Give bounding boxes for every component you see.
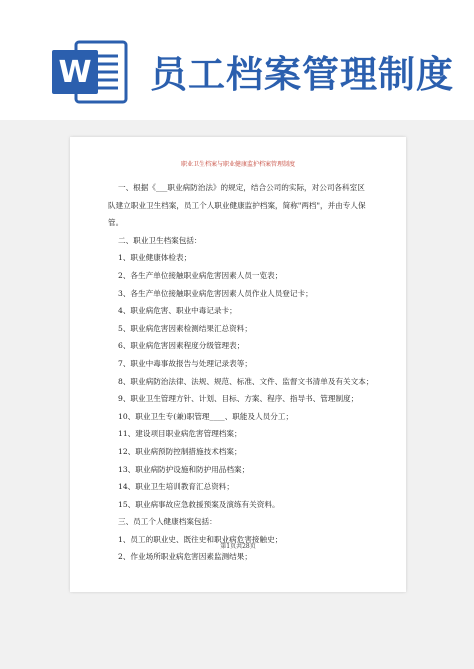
text-line: 1、员工的职业史、既往史和职业病危害接触史； <box>118 534 283 544</box>
text-line: 6、职业病危害因素程度分级管理表； <box>118 341 245 351</box>
banner-header <box>0 0 474 120</box>
text-line: 1、职业健康体检表； <box>118 253 192 263</box>
document-page <box>70 137 406 592</box>
text-line: 一、根据《___职业病防治法》的规定，结合公司的实际，对公司各科室区 <box>118 183 365 192</box>
text-line: 队建立职业卫生档案，员工个人职业健康监护档案，简称"两档"，并由专人保 <box>108 200 366 210</box>
word-document-icon <box>50 36 128 108</box>
text-line: 管。 <box>108 218 124 228</box>
text-line: 二、职业卫生档案包括： <box>118 235 202 245</box>
text-line: 11、建设项目职业病危害管理档案； <box>118 429 242 439</box>
text-line: 12、职业病预防控制措施技术档案； <box>118 446 242 456</box>
text-line: 8、职业病防治法律、法规、规范、标准、文件、监督文书清单及有关文本； <box>118 376 374 386</box>
text-line: 14、职业卫生培训教育汇总资料； <box>118 482 234 492</box>
document-title: 职业卫生档案与职业健康监护档案管理制度 <box>180 161 295 168</box>
text-line: 2、各生产单位接触职业病危害因素人员一览表； <box>118 270 283 280</box>
text-line: 5、职业病危害因素检测结果汇总资料； <box>118 323 252 333</box>
text-line: 13、职业病防护设施和防护用品档案； <box>118 464 250 474</box>
text-line: 3、各生产单位接触职业病危害因素人员作业人员登记卡； <box>118 288 313 298</box>
document-body <box>108 179 390 566</box>
text-line: 10、职业卫生专(兼)职管理____、职能及人员分工； <box>118 411 294 421</box>
svg-text:W: W <box>58 55 92 90</box>
text-line: 4、职业病危害、职业中毒记录卡； <box>118 306 237 316</box>
text-line: 9、职业卫生管理方针、计划、目标、方案、程序、指导书、管理制度； <box>118 394 359 404</box>
page-number: 第1页共28页 <box>220 543 256 550</box>
text-line: 2、作业场所职业病危害因素监测结果； <box>118 552 252 562</box>
text-line: 三、员工个人健康档案包括： <box>118 517 217 527</box>
text-line: 7、职业中毒事故报告与处理记录表等； <box>118 358 252 368</box>
banner-title: 员工档案管理制度 <box>150 53 454 96</box>
text-line: 15、职业病事故应急救援预案及演练有关资料。 <box>118 499 280 509</box>
